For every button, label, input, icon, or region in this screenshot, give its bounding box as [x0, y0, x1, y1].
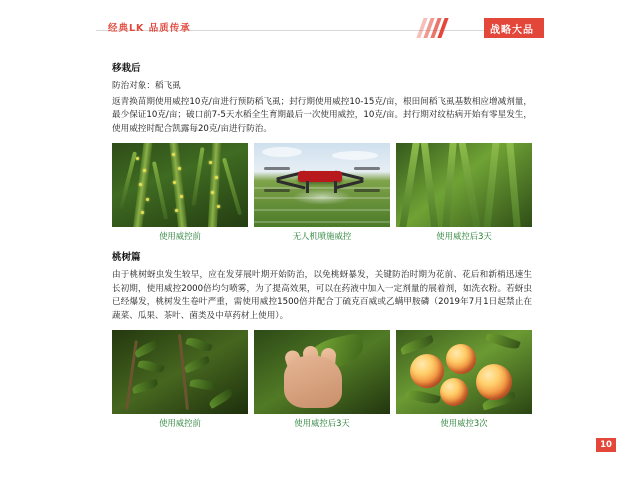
- photo-peach-branch: [112, 330, 248, 414]
- photo-hand-leaf: [254, 330, 390, 414]
- page-number-badge: 10: [596, 438, 616, 452]
- header-stripes-icon: [416, 18, 457, 38]
- section-rice-paragraph-2: 返青换苗期使用威控10克/亩进行预防稻飞虱；封行期使用威控10-15克/亩，根田间稻飞虱基数相应增减剂量，最少保证10克/亩；破口前7-5天水稻全生育期最后一次使用威控，10克/亩。封行期对纹枯病开始有零星发生，使用威控时配合凯露每20克/亩进行防治。: [112, 96, 532, 134]
- figure-peach-before: [112, 330, 248, 429]
- figure-caption: 使用威控后3天: [294, 418, 350, 428]
- photo-rice-stem: [112, 143, 248, 227]
- photo-rice-leaves: [396, 143, 532, 227]
- figure-caption: 使用威控后3天: [436, 231, 492, 241]
- section-title-peach: 桃树篇: [112, 252, 141, 263]
- photo-ripe-peaches: [396, 330, 532, 414]
- image-row-peach: [112, 330, 532, 429]
- section-title-rice: 移栽后: [112, 63, 141, 74]
- section-peach-paragraph-1: 由于桃树蚜虫发生较早，应在发芽展叶期开始防治，以免桃蚜暴发，关键防治时期为花前、花后和新梢迅速生长初期，使用威控2000倍均匀喷雾，为了提高效果，可以在药液中加入一定剂量的展着剂，如洗衣粉。若蚜虫已经爆发，桃树发生卷叶严重，需使用威控1500倍并配合丁硫克百威或乙螨甲胺磷（2019年7月1日起禁止在蔬菜、瓜果、茶叶、菌类及中草药材上使用）。: [112, 270, 532, 321]
- page-header: [96, 18, 544, 44]
- figure-caption: 使用威控3次: [440, 418, 488, 428]
- figure-peach-after-3times: [396, 330, 532, 429]
- figure-rice-after-3days: [396, 143, 532, 242]
- header-tab-label: 战略大品: [484, 18, 544, 38]
- figure-caption: 无人机喷施威控: [292, 231, 352, 241]
- photo-drone: [254, 143, 390, 227]
- figure-peach-after-3days: [254, 330, 390, 429]
- figure-drone-spraying: [254, 143, 390, 242]
- section-rice-paragraph-1: 防治对象：稻飞虱: [112, 81, 181, 91]
- page-content: [112, 62, 532, 429]
- figure-rice-before: [112, 143, 248, 242]
- image-row-rice: [112, 143, 532, 242]
- brand-label: 经典LK 品质传承: [108, 23, 191, 34]
- figure-caption: 使用威控前: [159, 231, 201, 241]
- figure-caption: 使用威控前: [159, 418, 201, 428]
